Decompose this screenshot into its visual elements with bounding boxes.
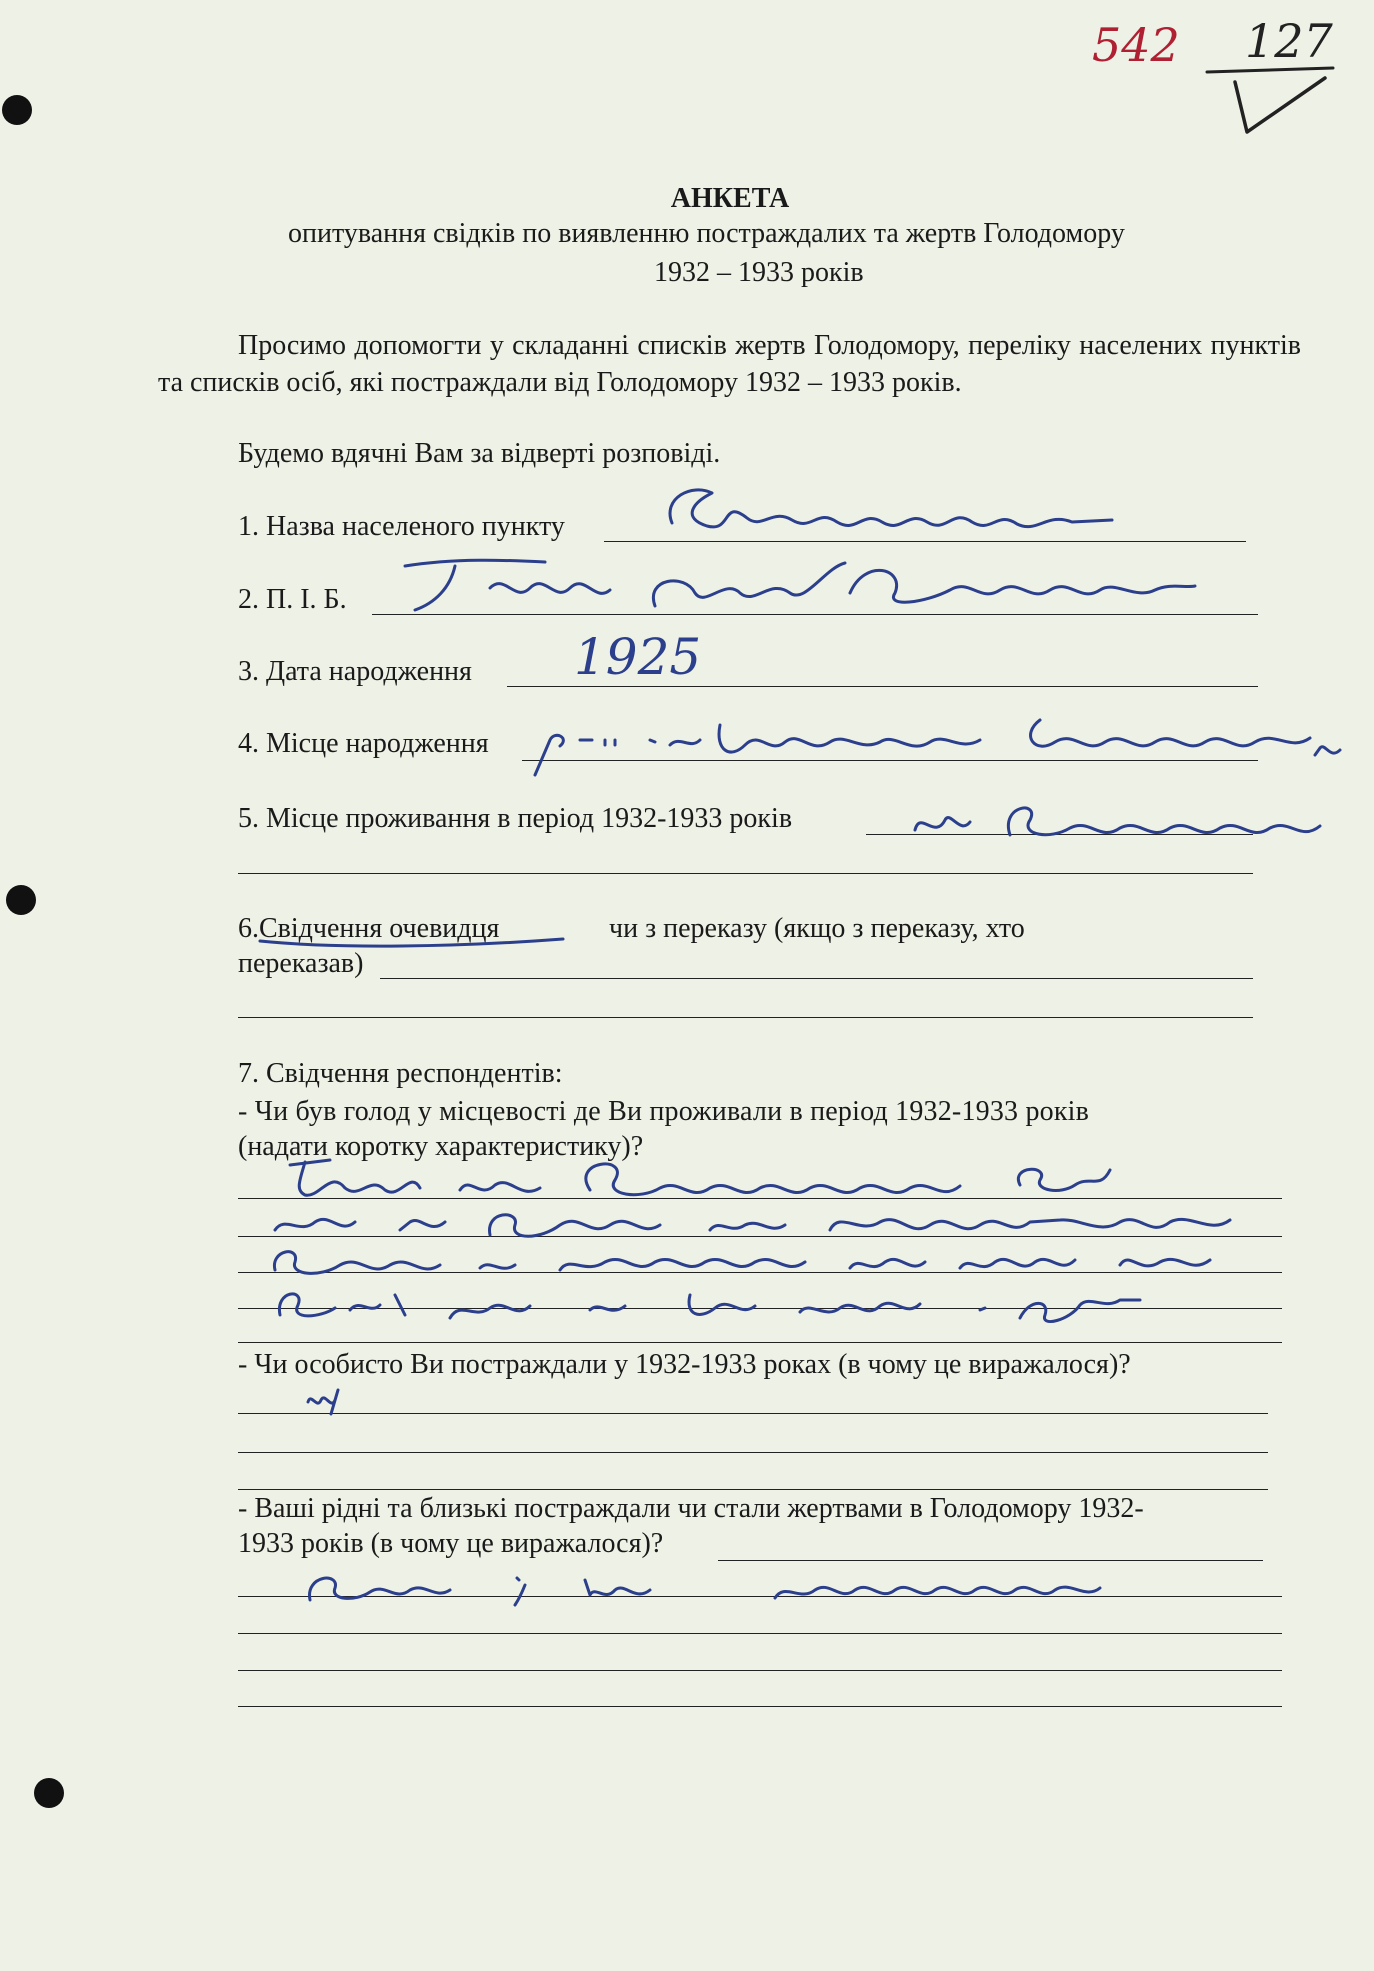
archive-number: 542 bbox=[1092, 18, 1180, 72]
intro-thanks: Будемо вдячні Вам за відверті розповіді. bbox=[238, 438, 721, 469]
document-title: АНКЕТА bbox=[670, 183, 790, 214]
qb-answer-line-3 bbox=[238, 1489, 1268, 1490]
check-mark-icon bbox=[1205, 60, 1345, 140]
document-years: 1932 – 1933 років bbox=[654, 257, 864, 288]
section7-question-c-line2: 1933 років (в чому це виражалося)? bbox=[238, 1528, 664, 1559]
qc-answer-line-3 bbox=[238, 1633, 1282, 1634]
q5-answer-line-2 bbox=[238, 873, 1253, 874]
punch-hole-top bbox=[2, 95, 32, 125]
q1-handwritten-answer bbox=[652, 478, 1122, 548]
qc-answer-line-5 bbox=[238, 1706, 1282, 1707]
section7-question-a-line2: (надати коротку характеристику)? bbox=[238, 1131, 644, 1162]
intro-paragraph: Просимо допомогти у складанні списків жертв Голодомору, переліку населених пунктів та списків осіб, які постраждали від Голодомору 1932 – 1933 років. bbox=[158, 330, 1301, 398]
q2-label: 2. П. І. Б. bbox=[238, 584, 347, 615]
q6-answer-line bbox=[380, 978, 1253, 979]
section7-question-b: - Чи особисто Ви постраждали у 1932-1933 роках (в чому це виражалося)? bbox=[238, 1349, 1131, 1380]
qc-handwritten-answer bbox=[295, 1560, 1125, 1610]
q2-handwritten-answer bbox=[395, 548, 1205, 623]
q6-label-retold-by: переказав) bbox=[238, 948, 364, 979]
q3-answer-line bbox=[507, 686, 1258, 687]
q5-label: 5. Місце проживання в період 1932-1933 років bbox=[238, 803, 793, 834]
q4-label: 4. Місце народження bbox=[238, 728, 489, 759]
section7-heading: 7. Свідчення респондентів: bbox=[238, 1058, 563, 1089]
q4-handwritten-answer bbox=[530, 700, 1350, 780]
q3-label: 3. Дата народження bbox=[238, 656, 472, 687]
section7-question-c-line1: - Ваші рідні та близькі постраждали чи стали жертвами в Голодомору 1932- bbox=[238, 1493, 1144, 1524]
punch-hole-bottom bbox=[34, 1778, 64, 1808]
document-subtitle: опитування свідків по виявленню постраждалих та жертв Голодомору bbox=[288, 218, 1125, 249]
qc-answer-line-4 bbox=[238, 1670, 1282, 1671]
qb-answer-line-2 bbox=[238, 1452, 1268, 1453]
q3-handwritten-answer: 1925 bbox=[574, 628, 702, 686]
q1-label: 1. Назва населеного пункту bbox=[238, 511, 565, 542]
punch-hole-middle bbox=[6, 885, 36, 915]
q6-label-eyewitness: 6.Свідчення очевидця bbox=[238, 913, 500, 944]
qa-handwritten-answer bbox=[260, 1150, 1280, 1350]
q6-label-retold: чи з переказу (якщо з переказу, хто bbox=[609, 913, 1025, 944]
q6-answer-line-2 bbox=[238, 1017, 1253, 1018]
archive-sheet-number: 127 bbox=[1245, 14, 1333, 68]
qb-handwritten-answer bbox=[303, 1380, 353, 1420]
q5-handwritten-answer bbox=[910, 790, 1340, 850]
qb-answer-line-1 bbox=[238, 1413, 1268, 1414]
section7-question-a-line1: - Чи був голод у місцевості де Ви проживали в період 1932-1933 років bbox=[238, 1096, 1090, 1127]
